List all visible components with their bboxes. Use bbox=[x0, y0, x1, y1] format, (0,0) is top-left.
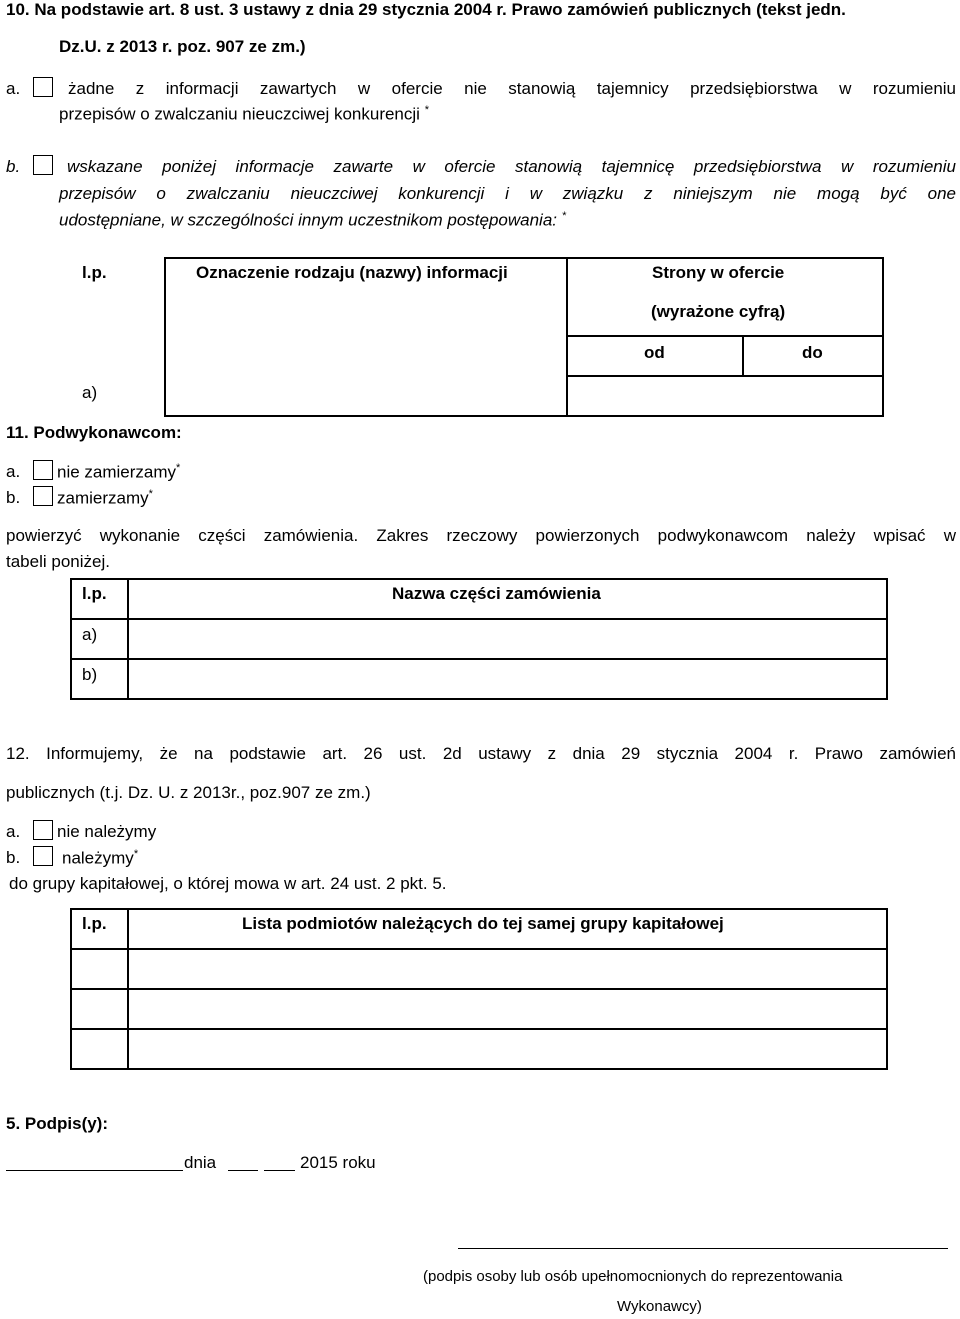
section10-title-line2: Dz.U. z 2013 r. poz. 907 ze zm.) bbox=[59, 37, 306, 56]
option-a-marker: a. bbox=[6, 79, 21, 98]
option-b-line1: wskazane poniżej informacje zawarte w ofercie stanowią tajemnicę przedsiębiorstwa w rozumieniu bbox=[67, 157, 956, 176]
section10-title-line1: 10. Na podstawie art. 8 ust. 3 ustawy z dnia 29 stycznia 2004 r. Prawo zamówień publicznych (tekst jedn. bbox=[6, 0, 846, 19]
table10-header-pages: Strony w ofercie bbox=[652, 263, 785, 282]
sub-a-label: nie zamierzamy* bbox=[57, 462, 181, 482]
table11-row-a: a) bbox=[82, 625, 98, 644]
option-a-line2: przepisów o zwalczaniu nieuczciwej konkurencji * bbox=[59, 104, 429, 124]
table10-header-from: od bbox=[644, 343, 665, 362]
signature-caption-line2: Wykonawcy) bbox=[617, 1298, 702, 1315]
sub-b-marker: b. bbox=[6, 488, 21, 507]
table10-header-to: do bbox=[802, 343, 823, 362]
table10-header-name: Oznaczenie rodzaju (nazwy) informacji bbox=[196, 263, 508, 282]
table12-header-lp: l.p. bbox=[82, 914, 107, 933]
group-a-label: nie należymy bbox=[57, 822, 157, 841]
section11-title: 11. Podwykonawcom: bbox=[6, 423, 182, 442]
sub-a-marker: a. bbox=[6, 462, 21, 481]
sub-b-label: zamierzamy* bbox=[57, 488, 153, 508]
table10-header-pages-sub: (wyrażone cyfrą) bbox=[651, 302, 786, 321]
signature-caption-line1: (podpis osoby lub osób upełnomocnionych do reprezentowania bbox=[423, 1268, 843, 1285]
checkbox-no-secret[interactable] bbox=[33, 77, 53, 97]
option-b-line2: przepisów o zwalczaniu nieuczciwej konkurencji i w związku z niniejszym nie mogą być one bbox=[59, 184, 956, 203]
checkbox-member[interactable] bbox=[33, 846, 53, 866]
option-b-marker: b. bbox=[6, 157, 21, 176]
group-b-label: należymy* bbox=[62, 848, 139, 868]
checkbox-not-member[interactable] bbox=[33, 820, 53, 840]
section12-text: do grupy kapitałowej, o której mowa w art. 24 ust. 2 pkt. 5. bbox=[9, 874, 447, 893]
table10-header-lp: l.p. bbox=[82, 263, 107, 282]
date-month-line bbox=[264, 1170, 295, 1171]
group-b-marker: b. bbox=[6, 848, 21, 867]
name-line bbox=[6, 1170, 183, 1171]
date-year: 2015 roku bbox=[300, 1153, 376, 1172]
checkbox-no-subcontract[interactable] bbox=[33, 460, 53, 480]
group-a-marker: a. bbox=[6, 822, 21, 841]
option-b-line3: udostępniane, w szczególności innym uczestnikom postępowania: * bbox=[59, 210, 567, 230]
section12-line2: publicznych (t.j. Dz. U. z 2013r., poz.907 ze zm.) bbox=[6, 783, 371, 802]
section12-line1: 12. Informujemy, że na podstawie art. 26 ust. 2d ustawy z dnia 29 stycznia 2004 r. Prawo zamówień bbox=[6, 744, 956, 763]
date-day-line bbox=[228, 1170, 258, 1171]
table11-row-b: b) bbox=[82, 665, 98, 684]
section11-text-line2: tabeli poniżej. bbox=[6, 552, 110, 571]
option-a-line1: żadne z informacji zawartych w ofercie nie stanowią tajemnicy przedsiębiorstwa w rozumieniu bbox=[68, 79, 956, 98]
signature-title: 5. Podpis(y): bbox=[6, 1114, 109, 1133]
signature-line bbox=[458, 1248, 948, 1249]
table11-header-lp: l.p. bbox=[82, 584, 107, 603]
table10-row-a: a) bbox=[82, 383, 98, 402]
checkbox-secret[interactable] bbox=[33, 155, 53, 175]
section11-text-line1: powierzyć wykonanie części zamówienia. Zakres rzeczowy powierzonych podwykonawcom należy wpisać w bbox=[6, 526, 956, 545]
checkbox-subcontract[interactable] bbox=[33, 486, 53, 506]
table12-header-name: Lista podmiotów należących do tej samej grupy kapitałowej bbox=[242, 914, 724, 933]
table11-header-name: Nazwa części zamówienia bbox=[392, 584, 601, 603]
date-dnia: dnia bbox=[184, 1153, 217, 1172]
